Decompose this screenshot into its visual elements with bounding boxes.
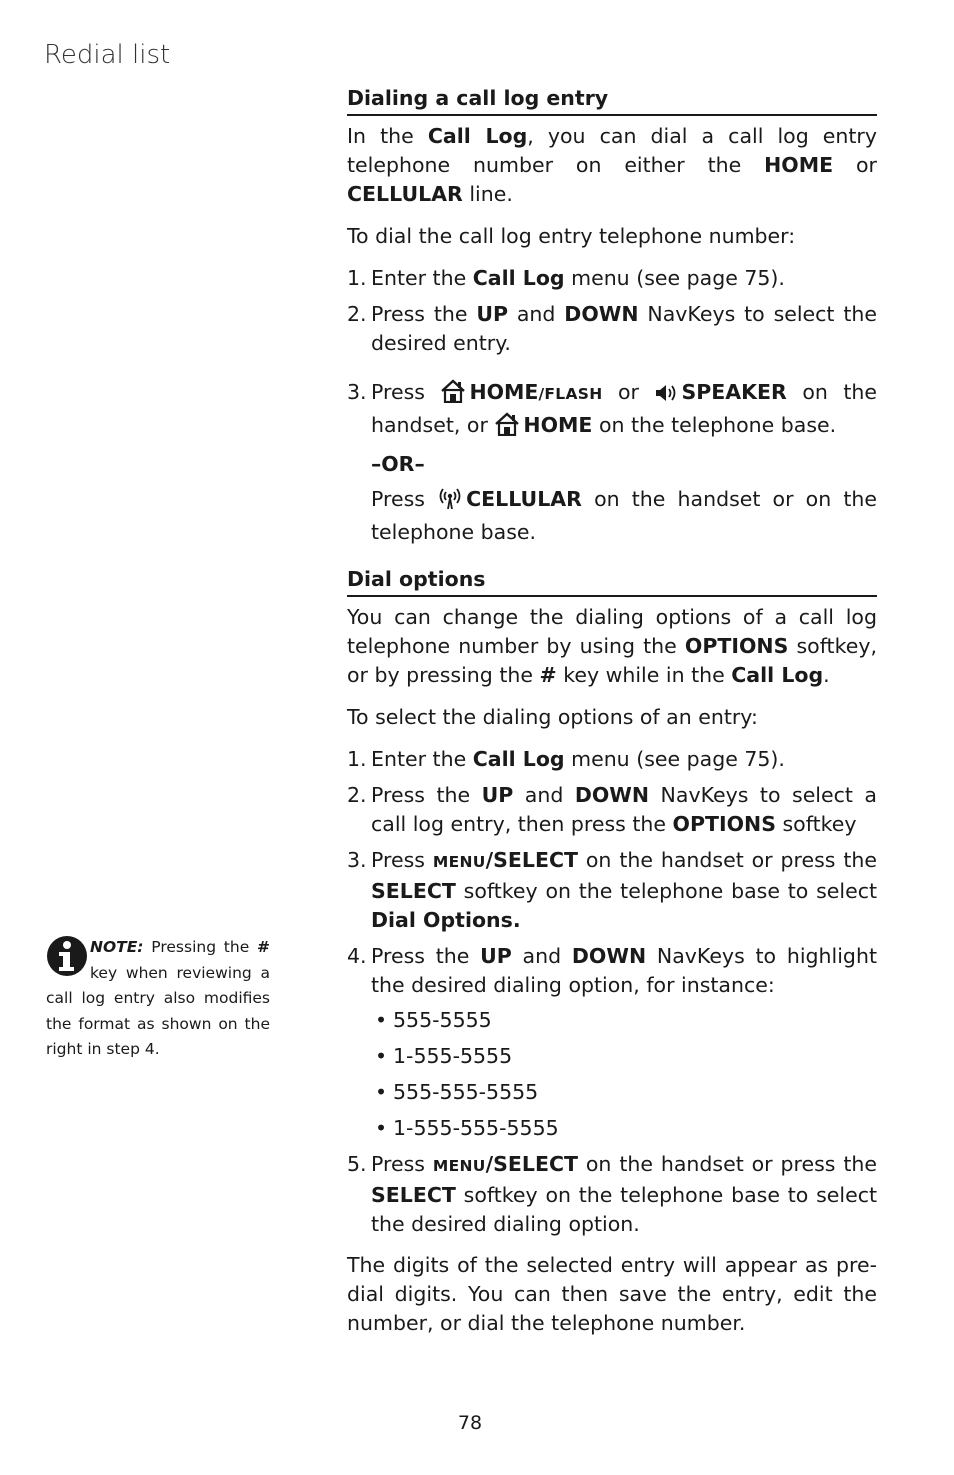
list-item: • 1-555-5555 <box>371 1042 877 1071</box>
list-item: • 555-555-5555 <box>371 1078 877 1107</box>
step-item: 3. Press MENU/SELECT on the handset or press the SELECT softkey on the telephone base to select Dial Options. <box>347 848 877 932</box>
dialing-steps <box>347 264 877 547</box>
list-item: • 1-555-555-5555 <box>371 1114 877 1143</box>
step-item: 2. Press the UP and DOWN NavKeys to select the desired entry. <box>347 302 877 355</box>
cellular-icon <box>437 486 463 518</box>
step-item: 2. Press the UP and DOWN NavKeys to select a call log entry, then press the OPTIONS softkey <box>347 783 877 836</box>
main-column <box>347 84 877 1351</box>
options-steps <box>347 745 877 1239</box>
lead-paragraph: To dial the call log entry telephone number: <box>347 224 796 248</box>
step-item: 4. Press the UP and DOWN NavKeys to highlight the desired dialing option, for instance: • 555-5555 • 1-555-5555 • 555-555-5555 • 1-555-555-5555 <box>347 942 877 1143</box>
options-lead: To select the dialing options of an entry: <box>347 705 758 729</box>
or-separator: –OR– <box>371 452 425 476</box>
note-box: NOTE: Pressing the # key when reviewing a call log entry also modifies the format as shown on the right in step 4. <box>46 935 270 1063</box>
intro-paragraph: In the Call Log, you can dial a call log entry telephone number on either the HOME or CELLULAR line. <box>347 124 877 206</box>
step-item: 3. Press HOME/FLASH or SPEAKER on the handset, or HOME on the telephone base. –OR– Press CELLULAR on the handset or on the telephone base. <box>347 378 877 547</box>
page-header: Redial list <box>44 40 171 70</box>
home-icon <box>440 379 466 411</box>
speaker-icon <box>654 382 678 411</box>
section-heading-dial-options: Dial options <box>347 565 877 597</box>
page-number: 78 <box>457 1412 483 1434</box>
section-heading-dialing: Dialing a call log entry <box>347 84 877 116</box>
dial-format-list <box>371 1006 877 1143</box>
step-item: 1. Enter the Call Log menu (see page 75). <box>347 747 785 771</box>
list-item: • 555-5555 <box>371 1006 877 1035</box>
step-item: 1. Enter the Call Log menu (see page 75). <box>347 266 785 290</box>
options-intro: You can change the dialing options of a call log telephone number by using the OPTIONS softkey, or by pressing the # key while in the Call Log. <box>347 605 877 687</box>
info-icon <box>46 935 88 977</box>
home-icon <box>494 412 520 444</box>
alt-instruction: Press CELLULAR on the handset or on the telephone base. <box>371 487 877 544</box>
step-item: 5. Press MENU/SELECT on the handset or press the SELECT softkey on the telephone base to select the desired dialing option. <box>347 1152 877 1236</box>
closing-paragraph: The digits of the selected entry will appear as pre-dial digits. You can then save the entry, edit the number, or dial the telephone number. <box>347 1253 877 1335</box>
